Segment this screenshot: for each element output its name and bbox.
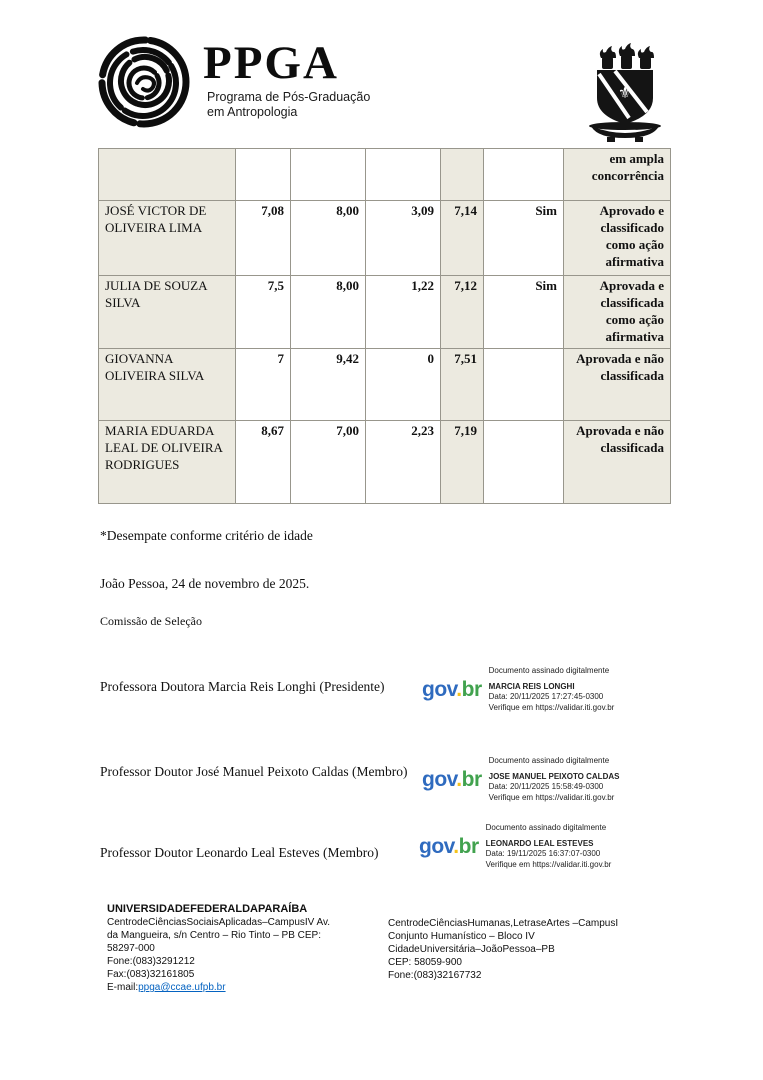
footer-right-line: Fone:(083)32167732 — [388, 970, 482, 981]
date-place-line: João Pessoa, 24 de novembro de 2025. — [100, 576, 310, 591]
cell-score2: 8,00 — [291, 276, 366, 349]
svg-text:⚜: ⚜ — [617, 83, 633, 102]
stamp-header: Documento assinado digitalmente — [488, 666, 610, 675]
govbr-br: br — [461, 767, 482, 791]
cell-affirmative: Sim — [484, 201, 564, 276]
cell-score1: 7,5 — [236, 276, 291, 349]
cell-affirmative — [484, 421, 564, 504]
stamp-signer: JOSE MANUEL PEIXOTO CALDAS — [488, 771, 620, 781]
table-row-carryover — [99, 149, 671, 201]
stamp-text — [489, 756, 654, 803]
govbr-dot: . — [456, 767, 462, 791]
footer-email-line — [107, 981, 382, 994]
cell-affirmative: Sim — [484, 276, 564, 349]
govbr-br: br — [461, 677, 482, 701]
stamp-verify: Verifique em https://validar.iti.gov.br — [488, 702, 615, 712]
ppga-subtitle-line2: em Antropologia — [207, 105, 298, 119]
footer-right-line: CentrodeCiênciasHumanas,LetraseArtes –CampusI — [388, 918, 619, 929]
ppga-logo-block — [95, 30, 425, 135]
table-row — [99, 201, 671, 276]
cell-name: GIOVANNA OLIVEIRA SILVA — [99, 349, 236, 421]
cell-final: 7,51 — [441, 349, 484, 421]
cell-score3: 1,22 — [366, 276, 441, 349]
signature-label-member-1: Professor Doutor José Manuel Peixoto Caldas (Membro) — [100, 764, 408, 779]
footer-address-left — [107, 903, 382, 994]
cell-score1: 8,67 — [236, 421, 291, 504]
cell-affirmative — [484, 349, 564, 421]
ppga-subtitle-line1: Programa de Pós-Graduação — [207, 90, 371, 104]
cell-score3 — [366, 149, 441, 201]
footer-email-link[interactable]: ppga@ccae.ufpb.br — [138, 982, 226, 993]
stamp-header: Documento assinado digitalmente — [485, 823, 607, 832]
stamp-date: Data: 20/11/2025 17:27:45-0300 — [488, 692, 604, 701]
signature-stamp-2 — [422, 756, 657, 803]
cell-name: MARIA EDUARDA LEAL DE OLIVEIRA RODRIGUES — [99, 421, 236, 504]
footer-left-line: da Mangueira, s/n Centro – Rio Tinto – PB CEP: — [107, 930, 321, 941]
footer-right-line: CidadeUniversitária–JoãoPessoa–PB — [388, 944, 555, 955]
footer-right-line: Conjunto Humanístico – Bloco IV — [388, 931, 535, 942]
table-row — [99, 276, 671, 349]
ppga-title: PPGA — [203, 37, 339, 89]
stamp-signer: MARCIA REIS LONGHI — [488, 681, 575, 691]
cell-score2: 7,00 — [291, 421, 366, 504]
cell-result: Aprovada e não classificada — [564, 349, 671, 421]
govbr-logo — [419, 835, 479, 859]
tiebreak-note: *Desempate conforme critério de idade — [100, 528, 313, 543]
ppga-spiral-logo-icon — [95, 33, 195, 131]
govbr-logo — [422, 768, 482, 792]
cell-result: Aprovado e classificado como ação afirmativa — [564, 201, 671, 276]
stamp-date: Data: 20/11/2025 15:58:49-0300 — [488, 782, 604, 791]
footer-left-line: Fone:(083)3291212 — [107, 956, 195, 967]
cell-score2: 8,00 — [291, 201, 366, 276]
stamp-verify: Verifique em https://validar.iti.gov.br — [485, 859, 612, 869]
table-row — [99, 421, 671, 504]
govbr-gov: gov — [422, 677, 457, 701]
cell-result: em ampla concorrência — [564, 149, 671, 201]
govbr-gov: gov — [422, 767, 457, 791]
footer-left-line: 58297-000 — [107, 943, 155, 954]
ufpb-crest-icon — [585, 42, 665, 144]
stamp-text — [489, 666, 654, 713]
cell-name — [99, 149, 236, 201]
govbr-dot: . — [456, 677, 462, 701]
cell-score2 — [291, 149, 366, 201]
stamp-verify: Verifique em https://validar.iti.gov.br — [488, 792, 615, 802]
footer-address-right — [388, 917, 663, 982]
results-table — [98, 148, 671, 504]
table-row — [99, 349, 671, 421]
govbr-br: br — [458, 834, 479, 858]
cell-name: JOSÉ VICTOR DE OLIVEIRA LIMA — [99, 201, 236, 276]
ppga-subtitle — [207, 90, 370, 120]
signature-label-member-2: Professor Doutor Leonardo Leal Esteves (Membro) — [100, 845, 379, 860]
cell-result: Aprovada e classificada como ação afirmativa — [564, 276, 671, 349]
footer-left-line: Fax:(083)32161805 — [107, 969, 195, 980]
cell-score3: 3,09 — [366, 201, 441, 276]
cell-score3: 0 — [366, 349, 441, 421]
cell-result: Aprovada e não classificada — [564, 421, 671, 504]
committee-label: Comissão de Seleção — [100, 614, 202, 628]
stamp-header: Documento assinado digitalmente — [488, 756, 610, 765]
cell-final — [441, 149, 484, 201]
stamp-text — [486, 823, 651, 870]
cell-final: 7,19 — [441, 421, 484, 504]
footer-left-line: CentrodeCiênciasSociaisAplicadas–CampusIV Av. — [107, 917, 331, 928]
cell-score1: 7 — [236, 349, 291, 421]
signature-label-president: Professora Doutora Marcia Reis Longhi (Presidente) — [100, 679, 385, 694]
footer-university-title: UNIVERSIDADEFEDERALDAPARAÍBA — [107, 903, 308, 915]
stamp-signer: LEONARDO LEAL ESTEVES — [485, 838, 594, 848]
govbr-dot: . — [453, 834, 459, 858]
stamp-date: Data: 19/11/2025 16:37:07-0300 — [485, 849, 601, 858]
cell-score3: 2,23 — [366, 421, 441, 504]
cell-final: 7,14 — [441, 201, 484, 276]
signature-stamp-1 — [422, 666, 657, 713]
cell-score1 — [236, 149, 291, 201]
cell-affirmative — [484, 149, 564, 201]
footer-email-prefix: E-mail: — [107, 982, 139, 993]
signature-stamp-3 — [419, 823, 654, 870]
cell-score1: 7,08 — [236, 201, 291, 276]
cell-name: JULIA DE SOUZA SILVA — [99, 276, 236, 349]
govbr-gov: gov — [419, 834, 454, 858]
cell-score2: 9,42 — [291, 349, 366, 421]
cell-final: 7,12 — [441, 276, 484, 349]
footer-right-line: CEP: 58059-900 — [388, 957, 462, 968]
govbr-logo — [422, 678, 482, 702]
